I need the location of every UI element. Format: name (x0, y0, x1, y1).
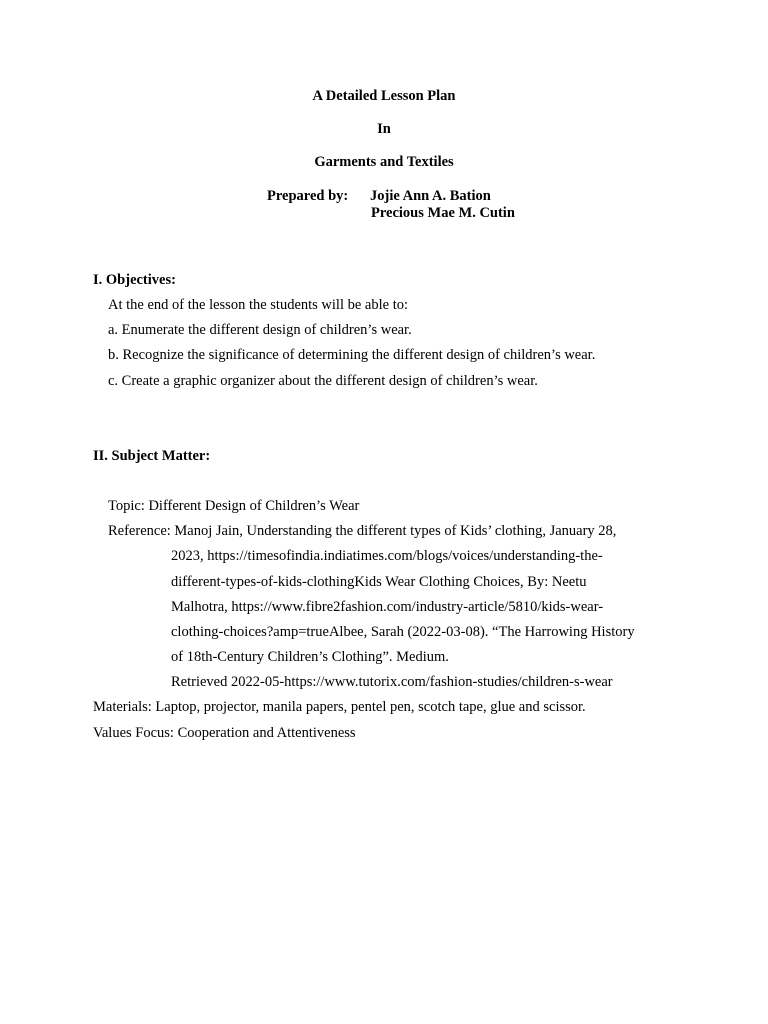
topic-line: Topic: Different Design of Children’s Wear (108, 498, 360, 514)
objective-item: b. Recognize the significance of determining the different design of children’s wear. (108, 347, 596, 363)
reference-line: of 18th-Century Children’s Clothing”. Medium. (171, 649, 449, 665)
author-name: Precious Mae M. Cutin (371, 205, 515, 221)
values-focus-line: Values Focus: Cooperation and Attentiveness (93, 725, 356, 741)
objectives-heading: I. Objectives: (93, 272, 176, 288)
subject-matter-heading: II. Subject Matter: (93, 448, 211, 464)
objectives-intro: At the end of the lesson the students will be able to: (108, 297, 409, 313)
author-name: Jojie Ann A. Bation (370, 188, 491, 204)
reference-line: Malhotra, https://www.fibre2fashion.com/industry-article/5810/kids-wear- (171, 599, 604, 615)
objective-item: c. Create a graphic organizer about the different design of children’s wear. (108, 373, 538, 389)
prepared-by-label: Prepared by: (267, 188, 349, 204)
reference-line: Retrieved 2022-05-https://www.tutorix.com/fashion-studies/children-s-wear (171, 674, 613, 690)
reference-line: different-types-of-kids-clothingKids Wear Clothing Choices, By: Neetu (171, 574, 587, 590)
materials-line: Materials: Laptop, projector, manila papers, pentel pen, scotch tape, glue and scissor. (93, 699, 586, 715)
lesson-plan-title: A Detailed Lesson Plan (312, 88, 456, 104)
reference-line: Reference: Manoj Jain, Understanding the different types of Kids’ clothing, January 28, (108, 523, 617, 539)
reference-line: 2023, https://timesofindia.indiatimes.com/blogs/voices/understanding-the- (171, 548, 603, 564)
objective-item: a. Enumerate the different design of children’s wear. (108, 322, 412, 338)
title-in: In (377, 121, 391, 137)
subject-title: Garments and Textiles (314, 154, 454, 170)
reference-line: clothing-choices?amp=trueAlbee, Sarah (2022-03-08). “The Harrowing History (171, 624, 635, 640)
